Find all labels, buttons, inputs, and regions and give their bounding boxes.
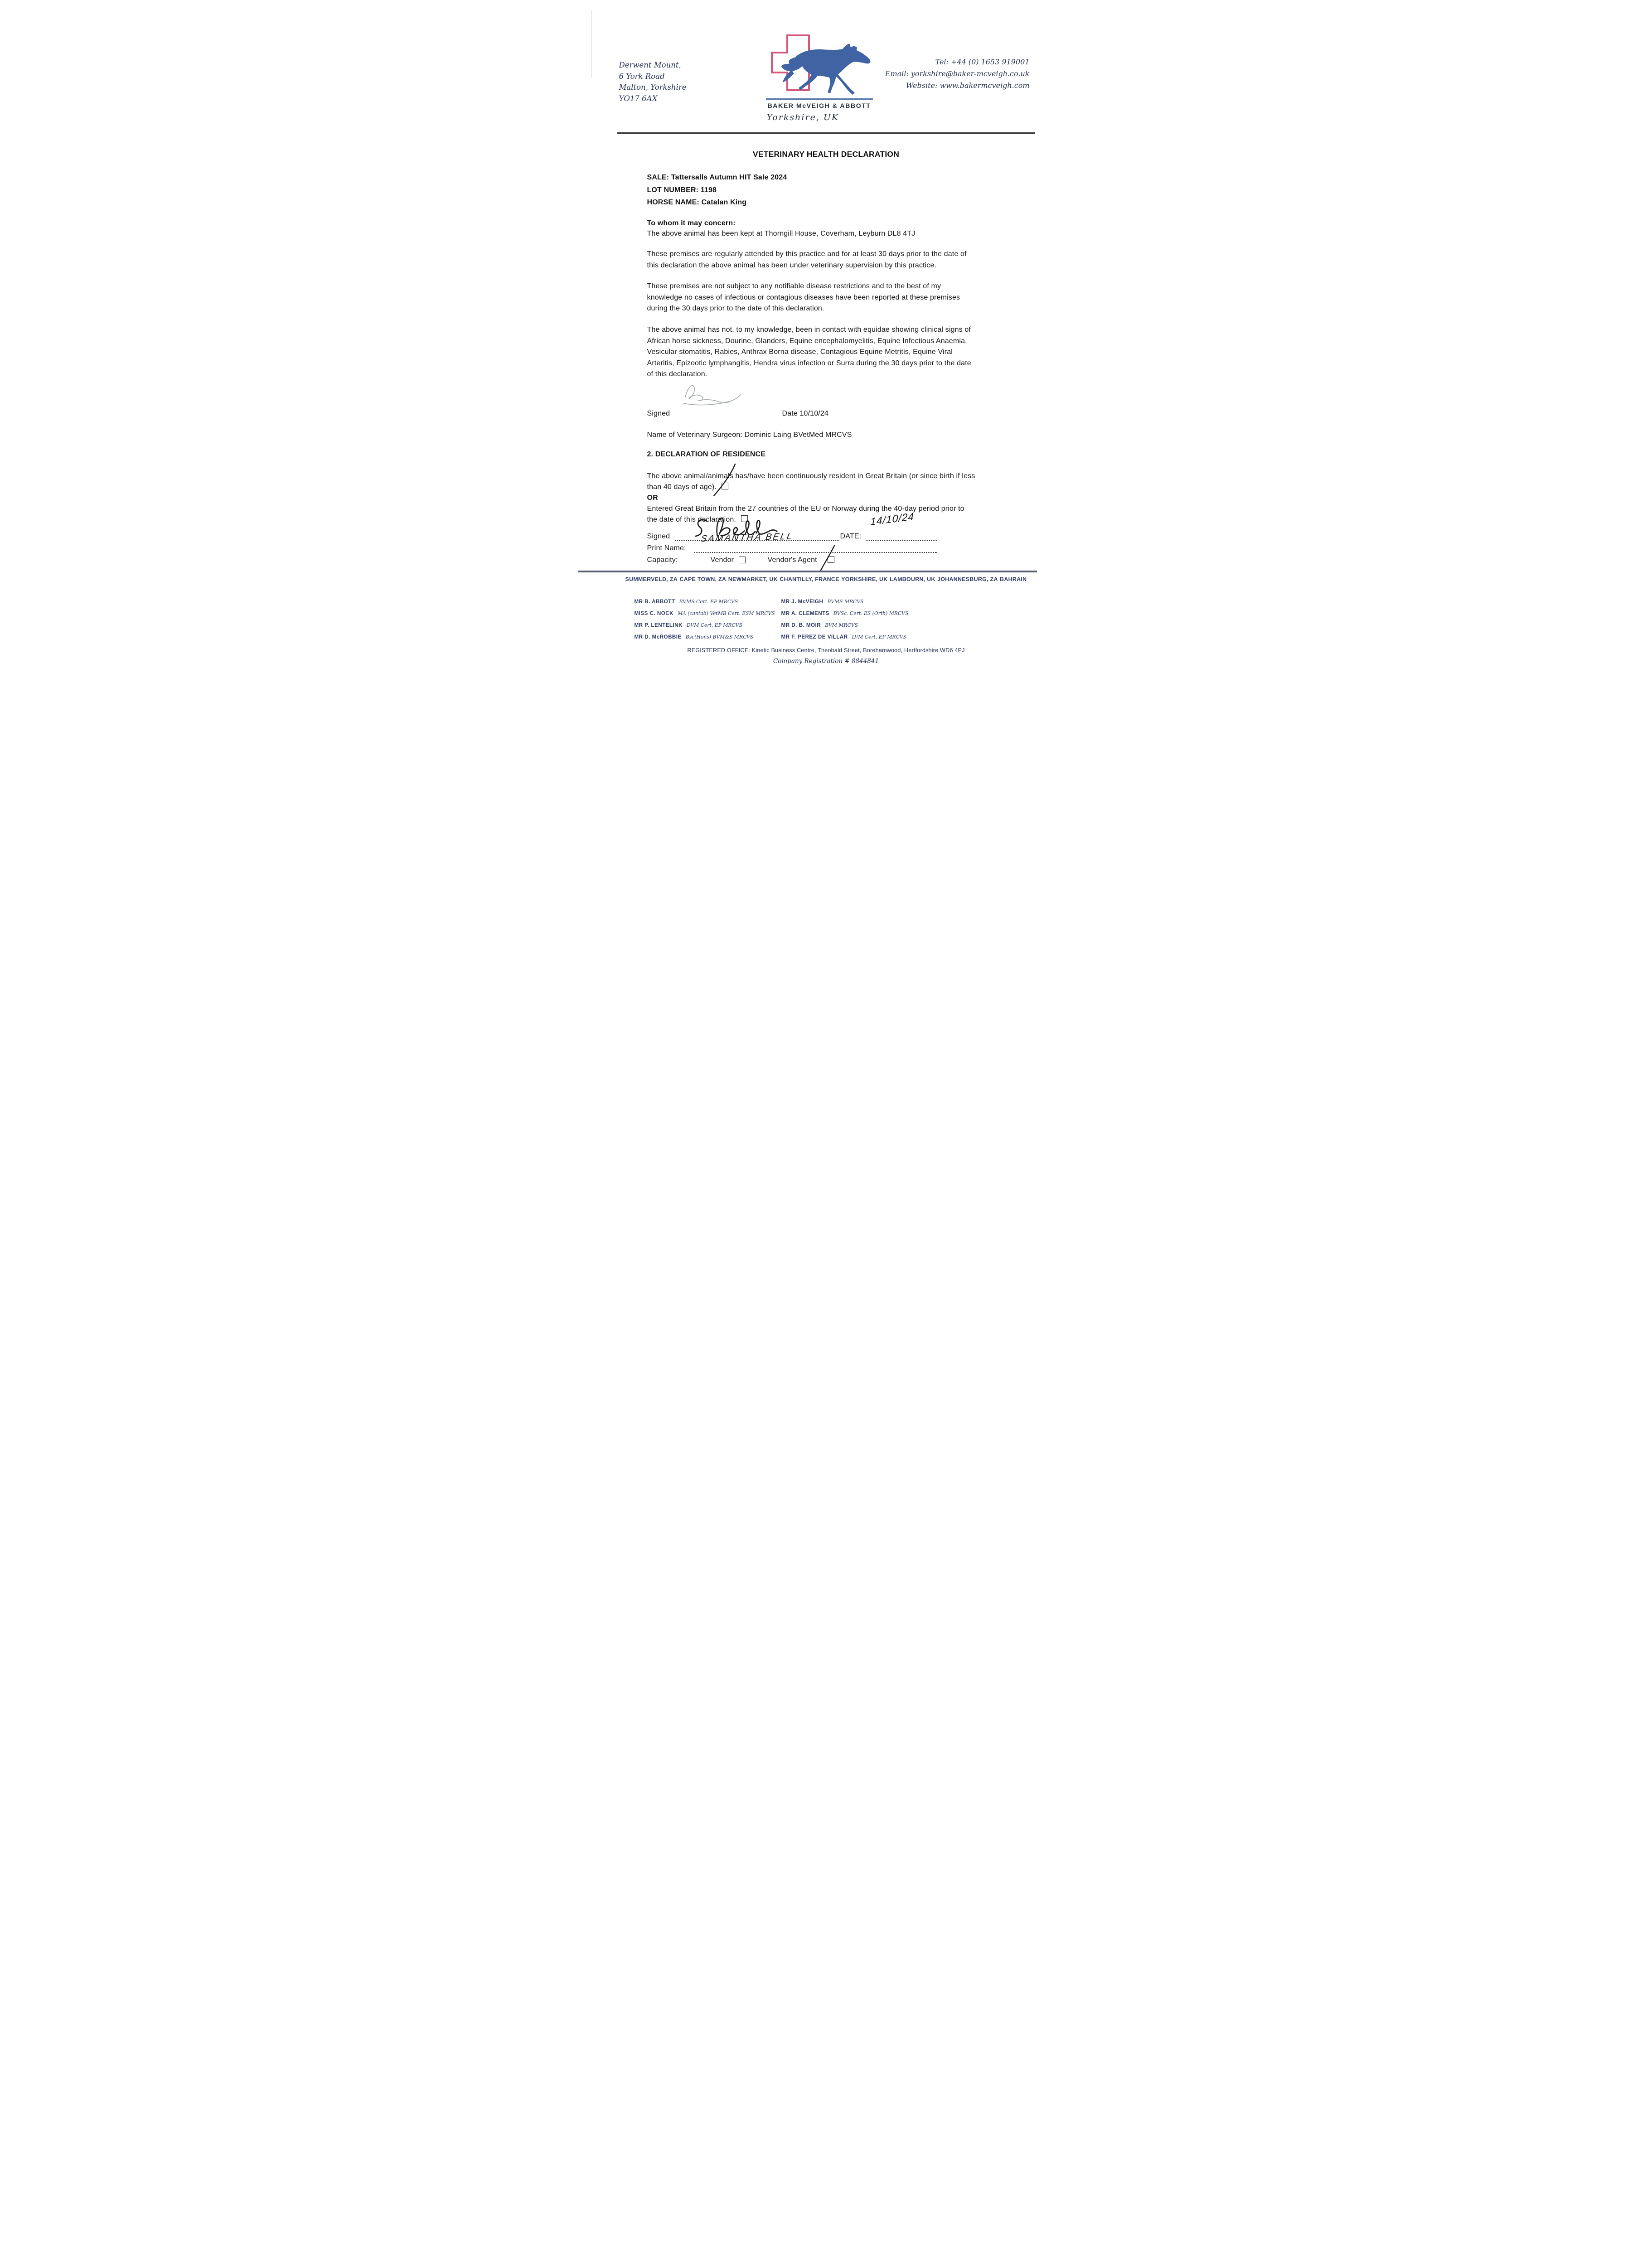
logo-underline <box>766 98 873 100</box>
location-item: CHANTILLY, FRANCE <box>780 576 839 582</box>
vendor-checkbox <box>739 557 746 563</box>
staff-list-left <box>635 596 775 643</box>
practice-location: Yorkshire, UK <box>766 112 839 122</box>
registered-office-line: REGISTERED OFFICE: Kinetic Business Centre, Theobald Street, Borehamwood, Hertfordshire WD6 4PJ <box>687 647 965 654</box>
staff-name: MISS C. NOCK <box>634 610 674 616</box>
resident-option-line1: The above animal/animals has/have been continuously resident in Great Britain (or since birth if less <box>647 472 975 480</box>
handwritten-print-name: SAMANTHA BELL <box>699 531 794 544</box>
email-line: Email: yorkshire@baker-mcveigh.co.uk <box>885 69 1030 78</box>
paragraph-line: of this declaration. <box>647 370 707 378</box>
staff-qualifications: DVM Cert. EP MRCVS <box>686 622 742 628</box>
staff-row <box>635 596 775 607</box>
paragraph-line: this declaration the above animal has been under veterinary supervision by this practice. <box>647 261 937 269</box>
date-dotted-line <box>866 540 937 541</box>
date-label: DATE: <box>840 533 862 540</box>
horse-name-line: HORSE NAME: Catalan King <box>647 199 747 206</box>
vet-name-line: Name of Veterinary Surgeon: Dominic Laing BVetMed MRCVS <box>647 431 852 439</box>
practice-name: BAKER McVEIGH & ABBOTT <box>767 102 871 110</box>
entered-option-text: the date of this declaration. <box>647 516 736 523</box>
location-item: NEWMARKET, UK <box>728 576 778 582</box>
staff-row <box>635 607 775 619</box>
scanned-declaration-page <box>578 0 1074 680</box>
location-item: BAHRAIN <box>1000 576 1027 582</box>
company-registration-line: Company Registration # 8844841 <box>773 658 879 665</box>
vet-signed-label: Signed <box>647 410 670 417</box>
staff-row <box>635 631 775 643</box>
paragraph-line: These premises are regularly attended by this practice and for at least 30 days prior to the date of <box>647 250 967 258</box>
horse-icon <box>779 44 872 95</box>
salutation: To whom it may concern: <box>647 219 736 227</box>
location-item: SUMMERVELD, ZA <box>625 576 678 582</box>
vendor-label: Vendor <box>710 556 734 564</box>
vendors-agent-checkbox <box>828 556 834 563</box>
page-title: VETERINARY HEALTH DECLARATION <box>752 150 900 159</box>
capacity-label: Capacity: <box>647 556 678 564</box>
staff-name: MR A. CLEMENTS <box>781 610 829 616</box>
resident-checkbox <box>722 483 728 489</box>
resident-option-line2 <box>647 482 728 493</box>
address-line: Derwent Mount, <box>619 61 681 69</box>
paragraph-line: Arteritis, Epizootic lymphangitis, Hendra virus infection or Surra during the 30 days prior to the date <box>647 359 971 367</box>
staff-name: MR P. LENTELINK <box>634 622 683 628</box>
staff-row <box>635 619 775 631</box>
handwritten-date: 14/10/24 <box>870 510 914 528</box>
staff-row <box>781 631 909 643</box>
paragraph-line: African horse sickness, Dourine, Glanders, Equine encephalomyelitis, Equine Infectious Anaemia, <box>647 337 967 345</box>
paragraph-line: These premises are not subject to any notifiable disease restrictions and to the best of my <box>647 282 941 290</box>
staff-name: MR B. ABBOTT <box>634 599 675 605</box>
staff-qualifications: BVMS MRCVS <box>827 599 864 605</box>
entered-option-line1: Entered Great Britain from the 27 countries of the EU or Norway during the 40-day period prior to <box>647 505 964 513</box>
paragraph-disease-free <box>647 281 960 315</box>
scan-artifact <box>591 10 592 78</box>
phone-line: Tel: +44 (0) 1653 919001 <box>935 58 1030 66</box>
vet-signature-scribble <box>681 382 744 407</box>
address-line: Malton, Yorkshire <box>619 83 687 92</box>
vet-date-line: Date 10/10/24 <box>782 410 828 417</box>
resident-option-text: than 40 days of age). <box>647 483 717 491</box>
staff-row <box>781 596 909 607</box>
or-label: OR <box>647 494 658 502</box>
print-name-label: Print Name: <box>647 544 686 552</box>
paragraph-line: knowledge no cases of infectious or contagious diseases have been reported at these premises <box>647 293 960 301</box>
lot-number-line: LOT NUMBER: 1198 <box>647 186 717 194</box>
staff-name: MR D. B. MOIR <box>781 622 821 628</box>
location-item: LAMBOURN, UK <box>890 576 935 582</box>
sale-line: SALE: Tattersalls Autumn HIT Sale 2024 <box>647 174 787 181</box>
practice-address <box>619 60 687 104</box>
staff-name: MR F. PEREZ DE VILLAR <box>781 634 848 640</box>
print-name-dotted-line <box>694 552 937 553</box>
paragraph-line: during the 30 days prior to the date of this declaration. <box>647 305 824 312</box>
residence-heading: 2. DECLARATION OF RESIDENCE <box>647 450 766 458</box>
paragraph-line: The above animal has not, to my knowledge, been in contact with equidae showing clinical signs of <box>647 326 971 334</box>
address-line: YO17 6AX <box>619 94 658 103</box>
footer-divider <box>578 571 1037 572</box>
website-line: Website: www.bakermcveigh.com <box>906 81 1030 90</box>
kept-at-line: The above animal has been kept at Thorngill House, Coverham, Leyburn DL8 4TJ <box>647 230 916 237</box>
staff-qualifications: LVM Cert. EP MRCVS <box>852 634 906 640</box>
staff-qualifications: BVM MRCVS <box>825 622 858 628</box>
vendors-agent-tick-mark <box>817 544 838 573</box>
staff-qualifications: Bsc(Hons) BVM&S MRCVS <box>685 634 754 640</box>
sale-info-block <box>647 171 787 209</box>
paragraph-line: Vesicular stomatitis, Rabies, Anthrax Borna disease, Contagious Equine Metritis, Equine Viral <box>647 348 953 356</box>
practice-locations-bar <box>625 576 1027 582</box>
paragraph-supervision <box>647 249 967 271</box>
staff-qualifications: BVSc. Cert. ES (Orth) MRCVS <box>833 610 909 616</box>
staff-row <box>781 607 909 619</box>
staff-name: MR D. McROBBIE <box>634 634 682 640</box>
address-line: 6 York Road <box>619 72 665 81</box>
staff-qualifications: BVMS Cert. EP MRCVS <box>679 599 738 605</box>
location-item: CAPE TOWN, ZA <box>679 576 727 582</box>
location-item: YORKSHIRE, UK <box>841 576 888 582</box>
vendors-agent-label: Vendor's Agent <box>767 556 817 564</box>
location-item: JOHANNESBURG, ZA <box>937 576 998 582</box>
staff-qualifications: MA (cantab) VetMB Cert. ESM MRCVS <box>678 610 775 616</box>
staff-name: MR J. McVEIGH <box>781 599 824 605</box>
paragraph-contact-diseases <box>647 324 971 380</box>
header-divider <box>617 132 1035 134</box>
signed-label: Signed <box>647 533 670 540</box>
staff-list-right <box>781 596 909 643</box>
staff-row <box>781 619 909 631</box>
